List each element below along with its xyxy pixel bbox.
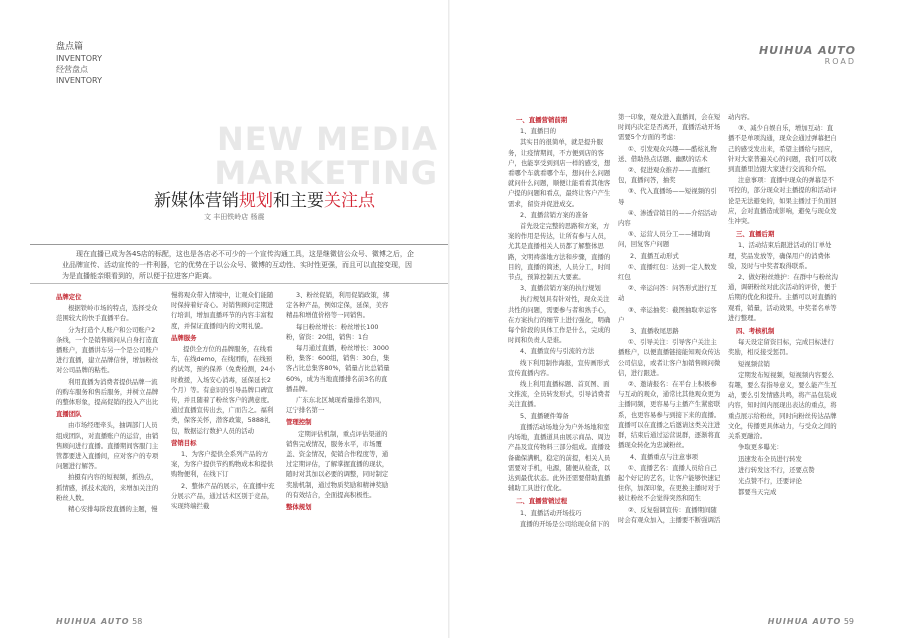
section-heading: 品牌定位 (56, 293, 82, 301)
paragraph: ③、减少自娱自乐，增加互动：直播不是单项沟通，现众会通过弹幕把自己的感受发出来，希望主播给与回应，针对大家普遍关心的问题，我们可以收到直播里边跟大家进行交流和介绍。 (728, 124, 837, 174)
text-column (56, 290, 160, 515)
paragraph: 4、直播宣传与引流的方法 (520, 347, 595, 356)
paragraph: 迅速发布全员进行转发 (738, 454, 802, 463)
paragraph: 直播的开场是公司给现众留下的 (520, 519, 610, 528)
section-heading: 二、直播营销过程 (516, 497, 568, 506)
section-heading: 三、直播后期 (736, 230, 775, 239)
paragraph: 拍摄有内容的短视频，抓热点，抓情感，抓技术流的，来增加关注的粉丝人数。 (56, 473, 159, 502)
section-heading: 营销目标 (171, 438, 197, 447)
paragraph: 5、直播硬件筹备 (520, 411, 569, 420)
paragraph: 精心安排每阶段直播的主题，慢 (68, 505, 158, 514)
paragraph: 利用直播为消费者提供品牌一流的购车服务和售后服务，并树立品牌的整体形象，提高促销的投入产出比 (56, 377, 159, 407)
section-heading: 整体规划 (286, 503, 312, 512)
paragraph: 3、直播收尾思路 (630, 327, 679, 336)
page-number: 59 (843, 617, 854, 626)
paragraph: 进行转发这不行，还要点赞 (738, 465, 815, 474)
paragraph: ①、引导关注：引导客户关注主播账户，以便直播链接能知观众传达公司信息，或者让客户加销售顾问微信，进行跟进。 (618, 338, 721, 377)
page-footer (768, 617, 854, 626)
brand-logo: HUIHUA AUTO (56, 617, 130, 626)
brand-sub: ROAD (824, 57, 856, 66)
paragraph: 执行规划具有针对性，现众关注共性的问题，需要参与者和熟手心，在方案执行的细节上进行强化，明确每个阶段的具体工作是什么，完成的时间和负责人是谁。 (508, 295, 611, 345)
paragraph: 根据铁岭市场的特点，选择受众范围较大的快手直播平台。 (56, 304, 158, 323)
paragraph: 分为打造个人账户和公司账户2条线，一个是销售顾问从自身打造直播账户，直播讲车另一个是公司账户进行直播，建立品牌信誉，增加粉丝对公司品牌的粘性。 (56, 325, 159, 375)
big-title: NEW MEDIA MARKETING (214, 120, 438, 192)
title-part2: 规划 (239, 191, 273, 211)
paragraph: ⑤、运营人员分工——辅助询问，回复客户问题 (618, 230, 711, 249)
paragraph: 定期评估机制，重点评估渠道的销售完成情况，服务水平，市场覆盖、资金情况，促销合作程度等，通过定期评估，了解掌握直播的现状，随时对其加以必要的调整，同时制定奖励机制，通过物质奖励和精神奖励的有效结合，全面提高积极性。 (286, 429, 389, 499)
paragraph: 4、直播重点与注意事项 (630, 452, 698, 461)
paragraph: 3、直播营销方案的执行规划 (520, 284, 601, 293)
section-heading: 品牌服务 (171, 333, 197, 342)
paragraph: 由市场经理牵头，抽调部门人员组成团队，对直播账户的运营，由销售顾问进行直播。直播期间客服门主管都要进入直播间，应对客户的专项问题进行解答。 (56, 421, 159, 471)
paragraph: 提供全方位的品牌服务，在线看车，在线demo，在线团购，在线预约试驾，预约保养（免费检测，24小时救援，入场安心消毒，延保延长2个月）等。有意识的引导品牌口碑宣传，并且随着了粉丝客户的满意度。通过直播宣传出去，广而告之。福利类，保客关怀，潜客政策，5888礼包，数据运行数护人员的活动 (171, 345, 275, 435)
paragraph: ②、促进观众推荐——直播红包，直播问答，抽奖 (618, 166, 711, 185)
paragraph: 直播活动场地分为户外场地和室内场地，直播道具由展示商品、周边产品及宣传物料三部分组成。直播设备确保满帆，稳定的前提，相关人员需要对手机，电源，随便从检查，以达到最优状态。此外还需要借助直播辅助工具进行优化。 (508, 422, 611, 493)
paragraph: 每天设定留资目标，完成目标进行奖励，相反接受惩罚。 (728, 338, 834, 357)
lead-paragraph: 现在直播已成为各4S店的标配，这也是各店必不可少的一个宣传沟通工具，这是继微信公众号、微博之后，企业品牌宣传、活动宣传的一件利器，它的优势在于以公众号、微博的互动性、实时性更强，而且可以直接变现，因为是直播能亲眼看到的，所以便于拉进客户距离。 (62, 250, 414, 280)
paragraph: 线上利用直播标题、首页图、面文推流，全员转发形式，引导消费者关注直播。 (508, 380, 611, 409)
paragraph: 2、整体产品的展示，在直播中充分展示产品，通过话术区别于竞品，实现终端拦截 (171, 481, 275, 511)
paragraph: ②、邀请报名：在平台上积极参与互动的观众，通常比其他观众更为主播同频，更容易与主播产生紧密联系，也更容易参与到接下来的直播。直播可以在直播之后邀请这类关注进群，结束后通过运营说群，逐渐将直播现众转化为忠诚粉丝。 (618, 380, 721, 450)
paragraph: 首先设定完整的思路和方案，方案的作用是传达，让所有参与人员，尤其是直播相关人员都了解整体思路，文明祷落地方法和步骤，直播的目的，直播的简述，人员分工，时间节点，预算控制五大要素。 (508, 222, 611, 282)
paragraph: 每月通过直播，粉丝增长：3000粉，集客：600组，销售：30台，集客占比总集客80%，销量占比总销量60%，成为当地直播排名前3名的直播品牌。 (286, 344, 390, 393)
paragraph: 1、直播目的 (520, 127, 557, 136)
paragraph: 慢将观众带入情境中，让观众们能随时保持着好奇心。对销售顾问定期进行培训，增加直播环节的内容丰富程度，并保证直播间内的文明礼貌。 (171, 291, 274, 330)
page-number: 58 (132, 617, 143, 626)
paragraph: ③、牵运抽奖：截图抽取幸运客户 (618, 305, 717, 324)
paragraph: ①、直播红包：达到一定人数发红包 (618, 262, 717, 282)
paragraph: ①、引发观众兴趣——酷炫礼物送、借助热点话题、幽默的话术 (618, 144, 717, 163)
section-cn: 盘点篇 (56, 42, 84, 52)
text-column (171, 290, 275, 512)
title-part1: 新媒体营销 (154, 191, 239, 211)
paragraph: 都要当天完成 (738, 488, 777, 497)
paragraph: 动内容。 (728, 113, 754, 121)
paragraph: ②、牵运问答：问答形式进行互动 (618, 284, 717, 303)
section-heading: 四、考核机制 (736, 327, 775, 336)
divider (30, 244, 450, 245)
paragraph: ③、代入直播场——短视频的引导 (618, 187, 717, 206)
paragraph: ②、反复强调宣传：直播期间随时会有观众加入，主播要不断强调活 (618, 505, 721, 524)
paragraph: 定期发布短视频，短视频内容要么有趣，要么有指导意义，要么能产生互动，要么引发情感共鸣，将产品包装成内容，知时间内展现出表达的重点，将重点展示给粉丝，同时向粉丝传达品牌文化，传播更具体动力，与受众之间的关系更融洽。 (728, 370, 837, 441)
section-heading: 一、直播营销前期 (516, 116, 568, 124)
paragraph: 每日粉丝增长：粉丝增长100粉，留资：20组，销售：1台 (286, 322, 379, 341)
byline: 文 丰田铁岭店 杨震 (204, 213, 265, 221)
paragraph: 1、为客户提供全系列产品的方案，为客户提供节约购物成本和提供购物便利，在线下订 (171, 450, 274, 479)
paragraph: 第一印象，观众进入直播间，会在短时间内决定是否离开，直播活动开场需要5个方面的考虑： (618, 113, 721, 142)
brand-header (759, 44, 856, 66)
right-page (450, 0, 900, 638)
text-column (728, 112, 838, 498)
section-en2: INVENTORY (56, 76, 102, 85)
paragraph: ④、渗透营销目的——介绍活动内容 (618, 208, 717, 228)
section-cn2: 经营盘点 (56, 65, 88, 74)
paragraph: 其实目的很简单，就是提升服务，让疫情期间，不方便到店的客户，也能享受到到店一样的感受，想看哪个车就看哪个车，想问什么问题就问什么问题，顺便让能看看其他客户提的问题和看点，最终让客户产生需求，留资并促进成交。 (508, 138, 611, 208)
article-title (154, 186, 375, 211)
paragraph: 线下利用制作海报，宣传画形式宣传直播内容。 (508, 358, 610, 377)
brand-logo: HUIHUA AUTO (767, 617, 842, 626)
page-footer (56, 617, 142, 626)
paragraph: 2、直播营销方案的准备 (520, 210, 588, 219)
paragraph: 3、粉丝促销，利用促销政策，绑定各种产品，例如定保，延保，美容精品和增值价格等一同销售。 (286, 291, 390, 320)
section-tag (56, 42, 102, 86)
paragraph: 2、做好粉丝维护：在群中与粉丝沟通，调研粉丝对此次活动的评价，便于后期的优化和提升。主播可以对直播的观看，销量，活动效果，中奖者名单等进行整理。 (728, 273, 838, 322)
paragraph: 2、直播互动形式 (630, 251, 679, 260)
brand-logo: HUIHUA AUTO (758, 44, 856, 57)
text-column (618, 112, 722, 526)
text-column (286, 290, 390, 513)
divider (30, 283, 450, 284)
paragraph: 光点赞不行，还要评论 (738, 476, 802, 485)
paragraph: 争取更多曝光： (738, 443, 783, 452)
paragraph: 1、直播活动开场技巧 (520, 508, 582, 517)
paragraph: 短视频营销 (738, 359, 770, 368)
section-en: INVENTORY (56, 54, 102, 63)
title-part3: 和主要 (273, 191, 324, 211)
section-heading: 直播团队 (56, 410, 82, 419)
paragraph: 注意事项：直播中现众的弹幕是不可控的，部分现众对主播提的和活动评论是无法避免的，如果主播过于负面回应，会对直播造成影响，避免与现众发生冲突。 (728, 176, 837, 226)
text-column (508, 112, 612, 530)
section-heading: 管理控制 (286, 418, 312, 427)
paragraph: ①、直播艺名：直播人员给自己起个好记的艺名，让客户能够快速记住你，加深印象，在更换主播时对于被让粉丝不会觉得突然和陌生 (618, 463, 721, 503)
paragraph: 1、活动结束后跟进活动的订单处理，奖品发放等，确保用户的消费体验，及时与中奖者取得联系。 (728, 241, 832, 270)
title-part4: 关注点 (324, 191, 375, 211)
paragraph: 广东东北区城现看量排名第四，辽宁排名第一 (286, 396, 386, 415)
